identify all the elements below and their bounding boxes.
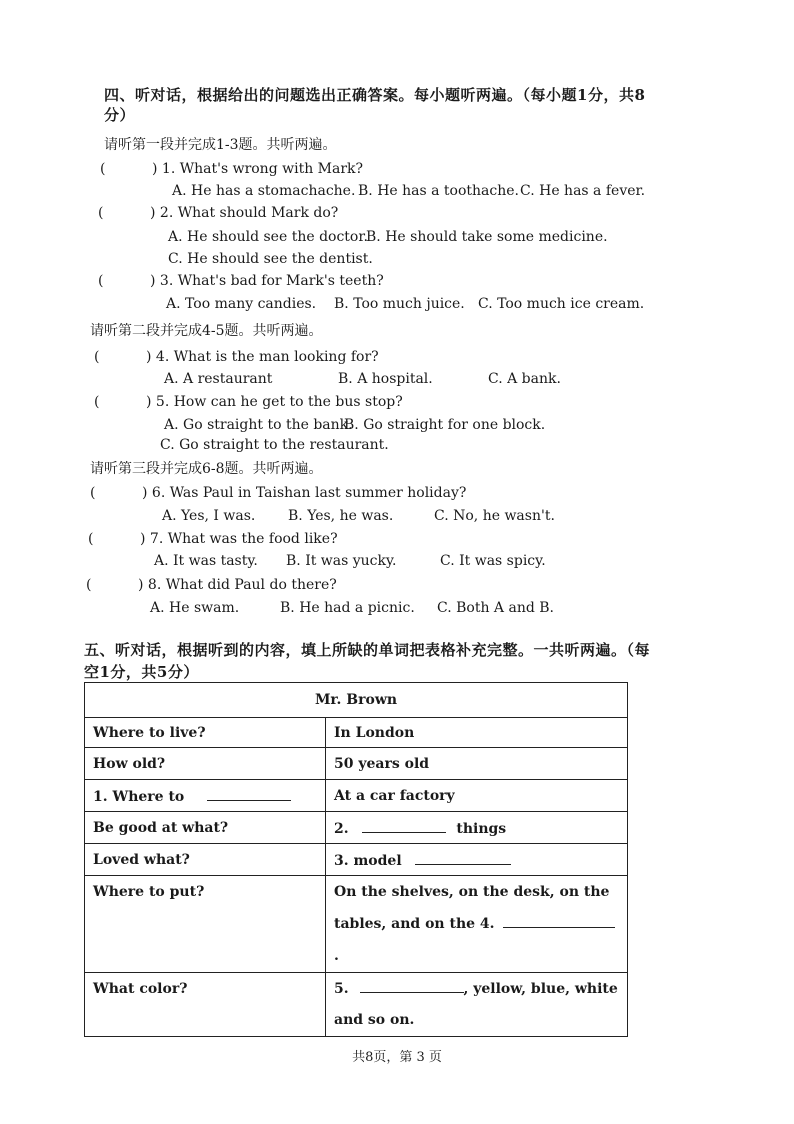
blank-number: 3. model [334,853,402,869]
row-answer-line-2 [334,908,619,972]
row-answer-blank [326,812,628,844]
answer-paren[interactable]: ( [90,485,96,501]
section4-title-cont: 分） [104,106,136,124]
question-2 [98,204,338,222]
question-5-options [164,416,545,434]
question-4 [94,348,379,366]
question-6-options [162,507,555,525]
table-row [85,844,628,876]
section5-title-cont: 空1分，共5分） [84,663,199,681]
question-3 [98,272,384,290]
question-1-options [172,182,645,200]
option-a: A. He should see the doctor. [168,229,368,245]
row-question: Where to put? [85,876,326,973]
answer-blank-5[interactable] [360,978,464,993]
question-8-text: ) 8. What did Paul do there? [138,577,337,593]
option-c: C. Go straight to the restaurant. [160,437,389,453]
row-answer-blank [326,973,628,1037]
blank-number: 2. [334,821,349,837]
option-a: A. It was tasty. [154,553,258,569]
table-row [85,780,628,812]
answer-paren[interactable]: ( [98,205,104,221]
option-a: A. He has a stomachache. [172,183,356,199]
option-c: C. Both A and B. [437,600,554,616]
option-c: C. A bank. [488,371,561,387]
table-row [85,876,628,973]
option-a: A. Yes, I was. [162,508,256,524]
question-2-text: ) 2. What should Mark do? [150,205,339,221]
answer-blank-1[interactable] [207,786,291,801]
row-question: 1. Where to [93,789,185,805]
row-answer-suffix: things [456,821,507,837]
option-b: B. It was yucky. [286,553,397,569]
info-table [84,682,628,1037]
answer-blank-4[interactable] [503,913,615,928]
row-question: What color? [85,973,326,1037]
option-b: B. Go straight for one block. [344,417,546,433]
option-b: B. He has a toothache. [358,183,519,199]
question-3-options [166,295,644,313]
row-answer-line: On the shelves, on the desk, on the [334,884,610,900]
question-6 [90,484,466,502]
answer-paren[interactable]: ( [86,577,92,593]
table-title: Mr. Brown [85,683,628,718]
option-c: C. Too much ice cream. [478,296,645,312]
question-7-text: ) 7. What was the food like? [140,531,338,547]
row-answer: At a car factory [326,780,628,812]
row-answer-text: tables, and on the 4. [334,916,495,932]
option-a: A. Too many candies. [166,296,317,312]
row-answer-suffix: , yellow, blue, white [463,980,618,997]
option-c: C. No, he wasn't. [434,508,555,524]
option-a: A. A restaurant [164,371,273,387]
question-5-option-c [160,436,389,454]
option-a: A. Go straight to the bank. [164,417,353,433]
part3-instruction: 请听第三段并完成6-8题。共听两遍。 [90,461,323,477]
question-8 [86,576,337,594]
part2-instruction: 请听第二段并完成4-5题。共听两遍。 [90,323,323,339]
row-question: Loved what? [85,844,326,876]
row-question: Be good at what? [85,812,326,844]
blank-number: 5. [334,980,349,997]
question-1 [100,160,363,178]
question-6-text: ) 6. Was Paul in Taishan last summer holiday? [142,485,467,501]
row-answer-blank [326,844,628,876]
question-5-text: ) 5. How can he get to the bus stop? [146,394,403,410]
row-question-blank [85,780,326,812]
question-7-options [154,552,546,570]
row-answer-blank [326,876,628,973]
option-a: A. He swam. [150,600,240,616]
table-title-row [85,683,628,718]
question-4-text: ) 4. What is the man looking for? [146,349,379,365]
row-answer-end: . [334,948,339,964]
answer-blank-2[interactable] [362,818,446,833]
question-1-text: ) 1. What's wrong with Mark? [152,161,364,177]
option-b: B. Too much juice. [334,296,465,312]
answer-paren[interactable]: ( [98,273,104,289]
answer-paren[interactable]: ( [94,394,100,410]
answer-blank-3[interactable] [415,850,511,865]
answer-paren[interactable]: ( [94,349,100,365]
section5-title: 五、听对话，根据听到的内容，填上所缺的单词把表格补充完整。一共听两遍。（每 [84,641,651,659]
page-footer: 共8页，第 3 页 [352,1050,442,1065]
row-answer: 50 years old [326,748,628,780]
table-row [85,748,628,780]
row-answer-line-2: and so on. [334,1011,415,1028]
question-3-text: ) 3. What's bad for Mark's teeth? [150,273,384,289]
option-c: C. It was spicy. [440,553,546,569]
option-c: C. He has a fever. [520,183,646,199]
question-4-options [164,370,561,388]
option-b: B. A hospital. [338,371,433,387]
table-row [85,973,628,1037]
option-b: B. He should take some medicine. [366,229,608,245]
table-row [85,812,628,844]
question-5 [94,393,403,411]
row-answer: In London [326,718,628,748]
table-row [85,718,628,748]
question-2-option-c [168,250,373,268]
row-question: How old? [85,748,326,780]
option-b: B. Yes, he was. [288,508,394,524]
question-7 [88,530,338,548]
option-b: B. He had a picnic. [280,600,415,616]
answer-paren[interactable]: ( [100,161,106,177]
answer-paren[interactable]: ( [88,531,94,547]
question-8-options [150,599,554,617]
question-2-options [168,228,608,246]
section4-title: 四、听对话，根据给出的问题选出正确答案。每小题听两遍。（每小题1分，共8 [104,86,646,104]
row-answer-line [334,974,619,1005]
row-question: Where to live? [85,718,326,748]
part1-instruction: 请听第一段并完成1-3题。共听两遍。 [104,137,337,153]
option-c: C. He should see the dentist. [168,251,373,267]
